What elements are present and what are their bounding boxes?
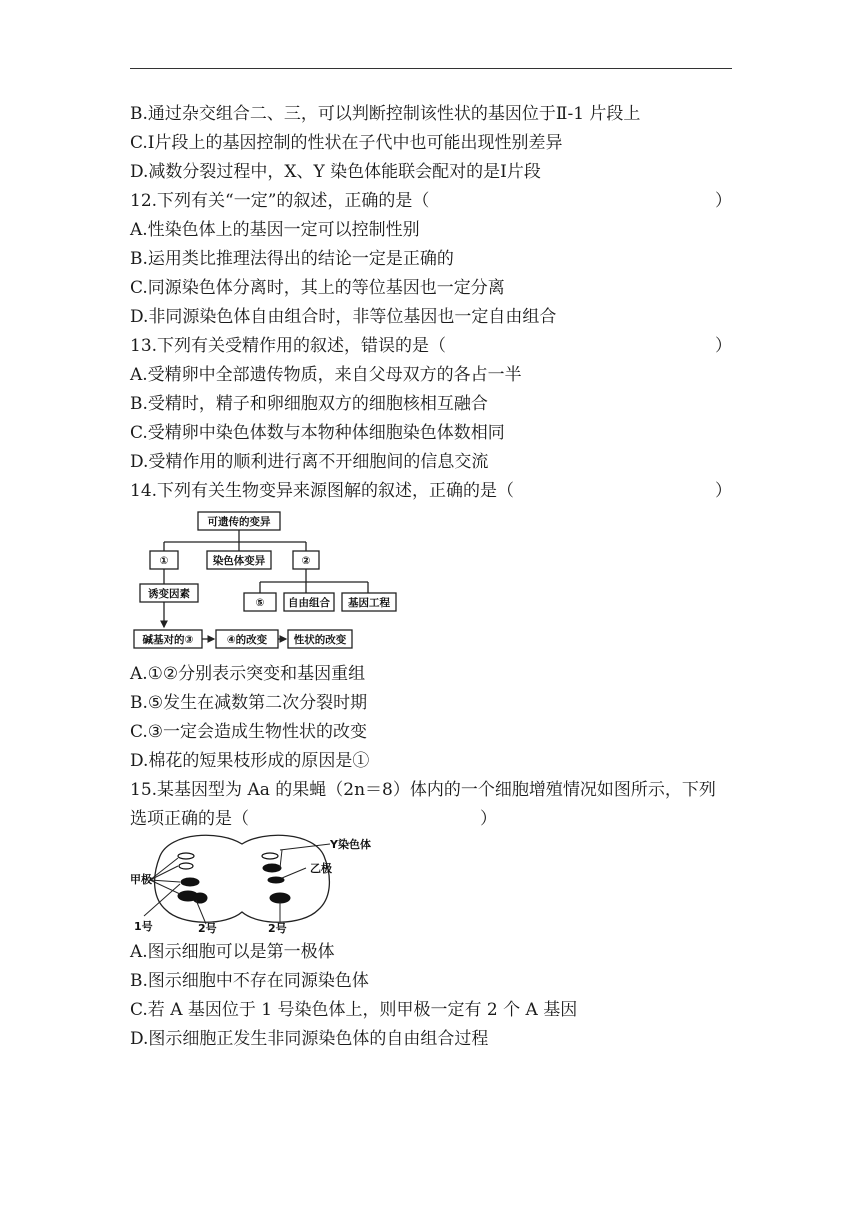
q15-option-b: B.图示细胞中不存在同源染色体 xyxy=(130,971,369,991)
label-chromosome-variation: 染色体变异 xyxy=(212,555,266,567)
q11-option-b: B.通过杂交组合二、三，可以判断控制该性状的基因位于Ⅱ-1 片段上 xyxy=(130,104,641,124)
q13-option-b: B.受精时，精子和卵细胞双方的细胞核相互融合 xyxy=(130,394,488,414)
q13-option-d: D.受精作用的顺利进行离不开细胞间的信息交流 xyxy=(130,452,489,472)
label-circle-2: ② xyxy=(301,555,311,567)
label-pole-b: 乙极 xyxy=(310,862,332,875)
q15-option-c: C.若 A 基因位于 1 号染色体上，则甲极一定有 2 个 A 基因 xyxy=(130,1000,578,1020)
q14-option-c: C.③一定会造成生物性状的改变 xyxy=(130,722,368,742)
q15-stem-line1 xyxy=(130,776,732,829)
variation-source-diagram xyxy=(130,510,732,654)
q12-option-c: C.同源染色体分离时，其上的等位基因也一定分离 xyxy=(130,278,505,298)
q13-answer-close: ） xyxy=(715,336,732,356)
q14-option-d: D.棉花的短果枝形成的原因是① xyxy=(130,751,370,771)
q13-option-a: A.受精卵中全部遗传物质，来自父母双方的各占一半 xyxy=(130,365,522,385)
label-circle-5: ⑤ xyxy=(255,597,265,609)
q11-option-c: C.Ⅰ片段上的基因控制的性状在子代中也可能出现性别差异 xyxy=(130,133,563,153)
label-chromosome-2-right: 2号 xyxy=(268,922,287,935)
q12-option-d: D.非同源染色体自由组合时，非等位基因也一定自由组合 xyxy=(130,307,557,327)
exam-page xyxy=(130,100,732,1054)
q12-option-a: A.性染色体上的基因一定可以控制性别 xyxy=(130,220,420,240)
label-chromosome-2-left: 2号 xyxy=(198,922,217,935)
q14-stem xyxy=(130,477,732,506)
q14-option-b: B.⑤发生在减数第二次分裂时期 xyxy=(130,693,368,713)
q13-stem xyxy=(130,332,732,361)
q12-stem-text: 12.下列有关“一定”的叙述，正确的是（ xyxy=(130,191,430,211)
cell-outline xyxy=(155,835,330,922)
label-base-pair: 碱基对的③ xyxy=(142,634,194,646)
q13-stem-text: 13.下列有关受精作用的叙述，错误的是（ xyxy=(130,336,447,356)
label-genetic-engineering: 基因工程 xyxy=(348,597,390,609)
q12-option-b: B.运用类比推理法得出的结论一定是正确的 xyxy=(130,249,454,269)
q15-answer-close: ） xyxy=(480,809,497,829)
q14-answer-close: ） xyxy=(715,481,732,501)
q11-option-d: D.减数分裂过程中，X、Y 染色体能联会配对的是Ⅰ片段 xyxy=(130,162,541,182)
q15-option-d: D.图示细胞正发生非同源染色体的自由组合过程 xyxy=(130,1029,489,1049)
variation-flowchart xyxy=(130,510,390,654)
label-pole-a: 甲极 xyxy=(130,873,152,886)
q12-stem xyxy=(130,187,732,216)
q15-stem-text: 15.某基因型为 Aa 的果蝇（2n＝8）体内的一个细胞增殖情况如图所示，下列选项正确的是（ xyxy=(130,780,716,829)
header-rule xyxy=(130,68,732,69)
q15-option-a: A.图示细胞可以是第一极体 xyxy=(130,942,335,962)
label-chromosome-1: 1号 xyxy=(134,920,153,933)
label-circle-1: ① xyxy=(159,555,169,567)
q12-answer-close: ） xyxy=(715,191,732,211)
dividing-cell-figure xyxy=(130,836,371,935)
q14-stem-text: 14.下列有关生物变异来源图解的叙述，正确的是（ xyxy=(130,481,515,501)
label-mutagen: 诱变因素 xyxy=(148,588,190,600)
left-pole-chromosomes xyxy=(178,853,207,903)
label-circle-4-change: ④的改变 xyxy=(226,634,268,646)
q13-option-c: C.受精卵中染色体数与本物种体细胞染色体数相同 xyxy=(130,423,505,443)
cell-division-diagram xyxy=(130,836,732,935)
right-pole-chromosomes xyxy=(262,853,290,903)
label-y-chromosome: Y染色体 xyxy=(330,838,371,851)
q14-option-a: A.①②分别表示突变和基因重组 xyxy=(130,664,366,684)
label-trait-change: 性状的改变 xyxy=(293,634,347,646)
label-free-combination: 自由组合 xyxy=(288,597,330,609)
label-heritable-variation: 可遗传的变异 xyxy=(207,516,271,528)
